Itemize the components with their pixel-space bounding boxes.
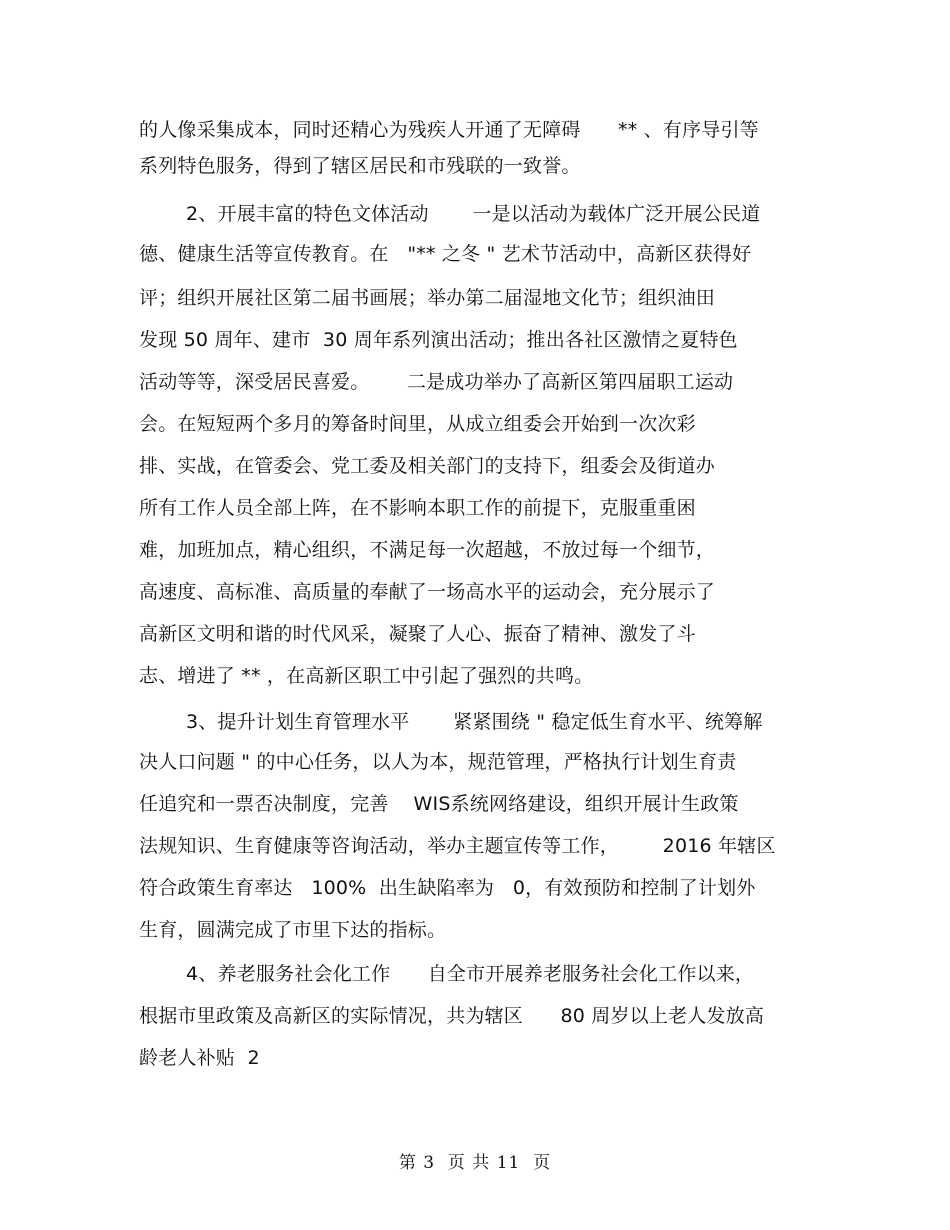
text-line: 高新区文明和谐的时代风采，凝聚了人心、振奋了精神、激发了斗 bbox=[139, 623, 696, 645]
section-heading-line: 3、提升计划生育管理水平 紧紧围绕 " 稳定低生育水平、统筹解 bbox=[186, 711, 763, 733]
text-line: 排、实战，在管委会、党工委及相关部门的支持下，组委会及街道办 bbox=[139, 455, 716, 477]
text-line: 评；组织开展社区第二届书画展；举办第二届湿地文化节；组织油田 bbox=[139, 287, 716, 309]
text-line: 的人像采集成本，同时还精心为残疾人开通了无障碍 ** 、有序导引等 bbox=[139, 119, 759, 141]
page-number-footer: 第 3 页 共 11 页 bbox=[398, 1153, 552, 1173]
text-line: 决人口问题 " 的中心任务，以人为本，规范管理，严格执行计划生育责 bbox=[139, 751, 737, 773]
text-line: 会。在短短两个多月的筹备时间里，从成立组委会开始到一次次彩 bbox=[139, 413, 696, 435]
text-line: 志、增进了 ** ，在高新区职工中引起了强烈的共鸣。 bbox=[139, 665, 594, 687]
text-line: 任追究和一票否决制度，完善 WIS系统网络建设，组织开展计生政策 bbox=[139, 793, 739, 815]
text-line: 系列特色服务，得到了辖区居民和市残联的一致誉。 bbox=[139, 155, 581, 177]
text-line: 生育，圆满完成了市里下达的指标。 bbox=[139, 919, 447, 941]
text-line: 法规知识、生育健康等咨询活动，举办主题宣传等工作， 2016 年辖区 bbox=[139, 835, 776, 857]
text-line: 难，加班加点，精心组织，不满足每一次超越，不放过每一个细节， bbox=[139, 539, 716, 561]
text-line: 德、健康生活等宣传教育。在 "** 之冬 " 艺术节活动中，高新区获得好 bbox=[139, 243, 752, 265]
section-heading-line: 2、开展丰富的特色文体活动 一是以活动为载体广泛开展公民道 bbox=[186, 203, 761, 225]
text-line: 活动等等，深受居民喜爱。 二是成功举办了高新区第四届职工运动 bbox=[139, 371, 734, 393]
text-line: 所有工作人员全部上阵，在不影响本职工作的前提下，克服重重困 bbox=[139, 497, 696, 519]
text-line: 发现 50 周年、建市 30 周年系列演出活动；推出各社区激情之夏特色 bbox=[139, 329, 738, 351]
text-line: 龄老人补贴 2 bbox=[139, 1047, 260, 1069]
text-line: 根据市里政策及高新区的实际情况，共为辖区 80 周岁以上老人发放高 bbox=[139, 1005, 765, 1027]
section-heading-line: 4、养老服务社会化工作 自全市开展养老服务社会化工作以来， bbox=[186, 963, 755, 985]
text-line: 高速度、高标准、高质量的奉献了一场高水平的运动会，充分展示了 bbox=[139, 581, 716, 603]
text-line: 符合政策生育率达 100% 出生缺陷率为 0，有效预防和控制了计划外 bbox=[139, 877, 756, 899]
